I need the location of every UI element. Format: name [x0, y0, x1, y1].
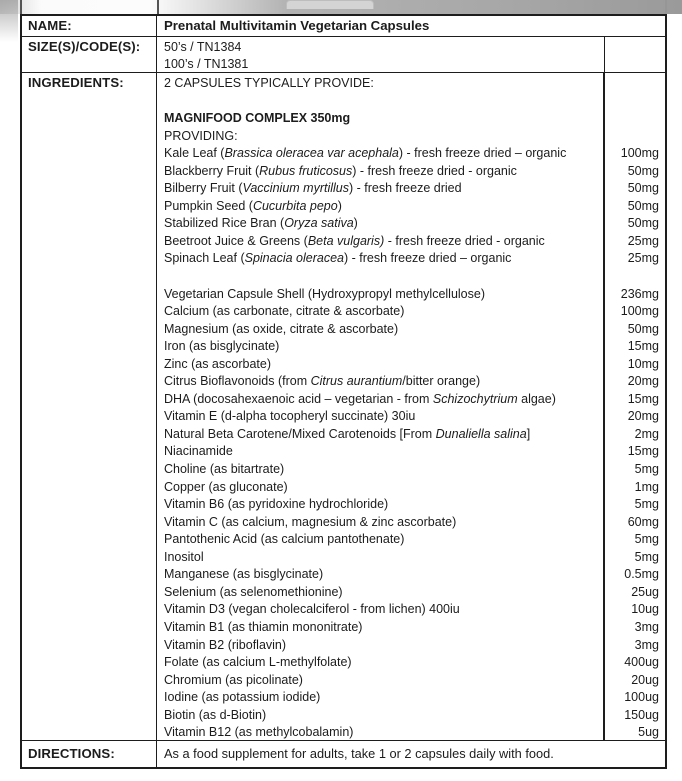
- ingredient-text: Niacinamide: [164, 444, 233, 459]
- ingredient-line: [157, 391, 665, 409]
- ingredient-text: Selenium (as selenomethionine): [164, 584, 343, 599]
- product-name: Prenatal Multivitamin Vegetarian Capsules: [164, 18, 430, 33]
- ingredient-text: Chromium (as picolinate): [164, 672, 303, 687]
- ingredient-amount: 100mg: [620, 146, 659, 161]
- ingredient-text: Vitamin B1 (as thiamin mononitrate): [164, 619, 363, 634]
- ingredient-text: Bilberry Fruit (Vaccinium myrtillus) - fresh freeze dried: [164, 181, 462, 196]
- ingredient-amount: 5ug: [638, 725, 659, 740]
- ingredient-text: Natural Beta Carotene/Mixed Carotenoids [From Dunaliella salina]: [164, 426, 531, 441]
- ingredient-line: [157, 75, 665, 93]
- ingredient-amount: 100mg: [620, 304, 659, 319]
- ingredient-amount: 1mg: [634, 479, 659, 494]
- ingredient-line: [157, 145, 665, 163]
- ingredient-amount: 0.5mg: [624, 567, 659, 582]
- ingredient-line: [157, 584, 665, 602]
- ingredient-line: [157, 286, 665, 304]
- ingredient-line: [157, 672, 665, 690]
- ingredient-text: Vegetarian Capsule Shell (Hydroxypropyl methylcellulose): [164, 286, 485, 301]
- sizes-amount-cell: [604, 37, 665, 72]
- ingredient-text: Vitamin C (as calcium, magnesium & zinc ascorbate): [164, 514, 457, 529]
- ingredient-text: Zinc (as ascorbate): [164, 356, 271, 371]
- ingredient-amount: 5mg: [634, 532, 659, 547]
- ingredient-amount: 5mg: [634, 549, 659, 564]
- ingredients-row: [22, 72, 665, 740]
- scan-artifact-tab: [286, 0, 374, 9]
- ingredient-amount: [603, 75, 665, 93]
- ingredient-line: [157, 356, 665, 374]
- ingredient-line: [157, 479, 665, 497]
- ingredient-amount: 5mg: [634, 497, 659, 512]
- ingredient-amount: [603, 268, 665, 286]
- spec-table: [20, 14, 667, 769]
- ingredient-text: Vitamin D3 (vegan cholecalciferol - from lichen) 400iu: [164, 602, 460, 617]
- sizes-codes-row: [22, 36, 665, 72]
- ingredient-text: Pumpkin Seed (Cucurbita pepo): [164, 198, 342, 213]
- ingredient-line: [157, 373, 665, 391]
- ingredient-line: [157, 426, 665, 444]
- ingredient-line: [157, 566, 665, 584]
- ingredient-line: [157, 321, 665, 339]
- directions-row: [22, 740, 665, 767]
- ingredient-text: Copper (as gluconate): [164, 479, 288, 494]
- ingredient-text: Inositol: [164, 549, 204, 564]
- ingredient-text: DHA (docosahexaenoic acid – vegetarian - from Schizochytrium algae): [164, 391, 556, 406]
- ingredient-amount: 60mg: [627, 514, 659, 529]
- ingredient-line: [157, 461, 665, 479]
- ingredient-amount: 236mg: [620, 286, 659, 301]
- page-top-strip: [0, 0, 682, 14]
- ingredient-amount: 50mg: [627, 198, 659, 213]
- ingredient-text: Vitamin E (d-alpha tocopheryl succinate) 30iu: [164, 409, 416, 424]
- name-row: [22, 16, 665, 36]
- ingredient-line: [157, 338, 665, 356]
- ingredient-line: [157, 198, 665, 216]
- ingredient-amount: 10mg: [627, 356, 659, 371]
- ingredient-line: [157, 215, 665, 233]
- ingredient-amount: 50mg: [627, 163, 659, 178]
- ingredient-amount: 15mg: [627, 444, 659, 459]
- ingredient-text: 2 CAPSULES TYPICALLY PROVIDE:: [164, 76, 374, 90]
- ingredient-line: [157, 233, 665, 251]
- ingredient-amount: 15mg: [627, 391, 659, 406]
- ingredient-amount: 25mg: [627, 251, 659, 266]
- ingredient-line: [157, 443, 665, 461]
- ingredient-text: Pantothenic Acid (as calcium pantothenate): [164, 532, 405, 547]
- ingredient-line: [157, 637, 665, 655]
- ingredient-amount: 3mg: [634, 637, 659, 652]
- ingredient-text: Vitamin B12 (as methylcobalamin): [164, 725, 354, 740]
- ingredients-list: [157, 73, 665, 740]
- size-code-line: 100’s / TN1381: [164, 57, 249, 72]
- ingredient-amount: [603, 110, 665, 128]
- ingredient-line: [157, 514, 665, 532]
- ingredient-line: [157, 531, 665, 549]
- ingredient-line: [157, 619, 665, 637]
- ingredient-amount: 50mg: [627, 321, 659, 336]
- ingredient-amount: 50mg: [627, 216, 659, 231]
- ingredient-text: [157, 93, 603, 111]
- ingredient-text: Kale Leaf (Brassica oleracea var acephala) - fresh freeze dried – organic: [164, 146, 567, 161]
- ingredient-line: [157, 654, 665, 672]
- ingredient-line: [157, 110, 665, 128]
- ingredient-line: [157, 549, 665, 567]
- ingredient-amount: 20mg: [627, 409, 659, 424]
- ingredient-text: Spinach Leaf (Spinacia oleracea) - fresh freeze dried – organic: [164, 251, 512, 266]
- size-code-line: 50’s / TN1384: [164, 40, 242, 54]
- ingredient-line: [157, 724, 665, 742]
- ingredients-label: INGREDIENTS:: [22, 73, 157, 740]
- ingredient-text: MAGNIFOOD COMPLEX 350mg: [164, 111, 351, 126]
- ingredient-amount: 2mg: [634, 426, 659, 441]
- ingredient-line: [157, 163, 665, 181]
- ingredient-amount: 20mg: [627, 374, 659, 389]
- ingredient-amount: 10ug: [631, 602, 659, 617]
- ingredient-text: Vitamin B6 (as pyridoxine hydrochloride): [164, 497, 389, 512]
- ingredient-amount: 5mg: [634, 462, 659, 477]
- ingredient-amount: 150ug: [624, 707, 659, 722]
- ingredient-text: Stabilized Rice Bran (Oryza sativa): [164, 216, 358, 231]
- ingredient-text: PROVIDING:: [164, 128, 238, 143]
- ingredient-line: [157, 180, 665, 198]
- ingredient-line: [157, 496, 665, 514]
- ingredient-text: Citrus Bioflavonoids (from Citrus aurantium/bitter orange): [164, 374, 481, 389]
- sizes-codes-label: SIZE(S)/CODE(S):: [22, 37, 157, 72]
- ingredient-amount: 50mg: [627, 181, 659, 196]
- ingredient-text: Magnesium (as oxide, citrate & ascorbate): [164, 321, 399, 336]
- ingredient-text: Choline (as bitartrate): [164, 462, 285, 477]
- ingredient-amount: 25mg: [627, 233, 659, 248]
- directions-label: DIRECTIONS:: [22, 741, 157, 767]
- ingredient-amount: 20ug: [631, 672, 659, 687]
- ingredient-text: Biotin (as d-Biotin): [164, 707, 267, 722]
- ingredient-amount: [603, 93, 665, 111]
- ingredient-amount: 400ug: [624, 655, 659, 670]
- ingredient-amount: [603, 128, 665, 146]
- ingredient-amount: 100ug: [624, 690, 659, 705]
- ingredient-text: Iron (as bisglycinate): [164, 339, 280, 354]
- ingredient-line: [157, 303, 665, 321]
- ingredient-amount: 25ug: [631, 584, 659, 599]
- ingredient-line: [157, 250, 665, 268]
- name-label: NAME:: [22, 16, 157, 36]
- ingredient-text: Beetroot Juice & Greens (Beta vulgaris) - fresh freeze dried - organic: [164, 233, 545, 248]
- ingredient-text: [157, 268, 603, 286]
- ingredient-spacer: [157, 93, 665, 111]
- directions-text: As a food supplement for adults, take 1 or 2 capsules daily with food.: [164, 746, 554, 761]
- ingredient-amount: 15mg: [627, 339, 659, 354]
- ingredient-text: Calcium (as carbonate, citrate & ascorbate): [164, 304, 405, 319]
- ingredient-line: [157, 601, 665, 619]
- sizes-codes-value: [157, 37, 604, 72]
- ingredient-line: [157, 707, 665, 725]
- ingredient-line: [157, 408, 665, 426]
- ingredient-text: Manganese (as bisglycinate): [164, 567, 324, 582]
- ingredient-text: Blackberry Fruit (Rubus fruticosus) - fresh freeze dried - organic: [164, 163, 517, 178]
- ingredient-line: [157, 128, 665, 146]
- ingredient-spacer: [157, 268, 665, 286]
- ingredient-text: Iodine (as potassium iodide): [164, 690, 321, 705]
- ingredient-text: Folate (as calcium L-methylfolate): [164, 655, 352, 670]
- amount-column-divider: [603, 73, 605, 740]
- scan-corner-shade: [0, 0, 18, 42]
- ingredient-amount: 3mg: [634, 619, 659, 634]
- ingredient-line: [157, 689, 665, 707]
- ingredient-text: Vitamin B2 (riboflavin): [164, 637, 287, 652]
